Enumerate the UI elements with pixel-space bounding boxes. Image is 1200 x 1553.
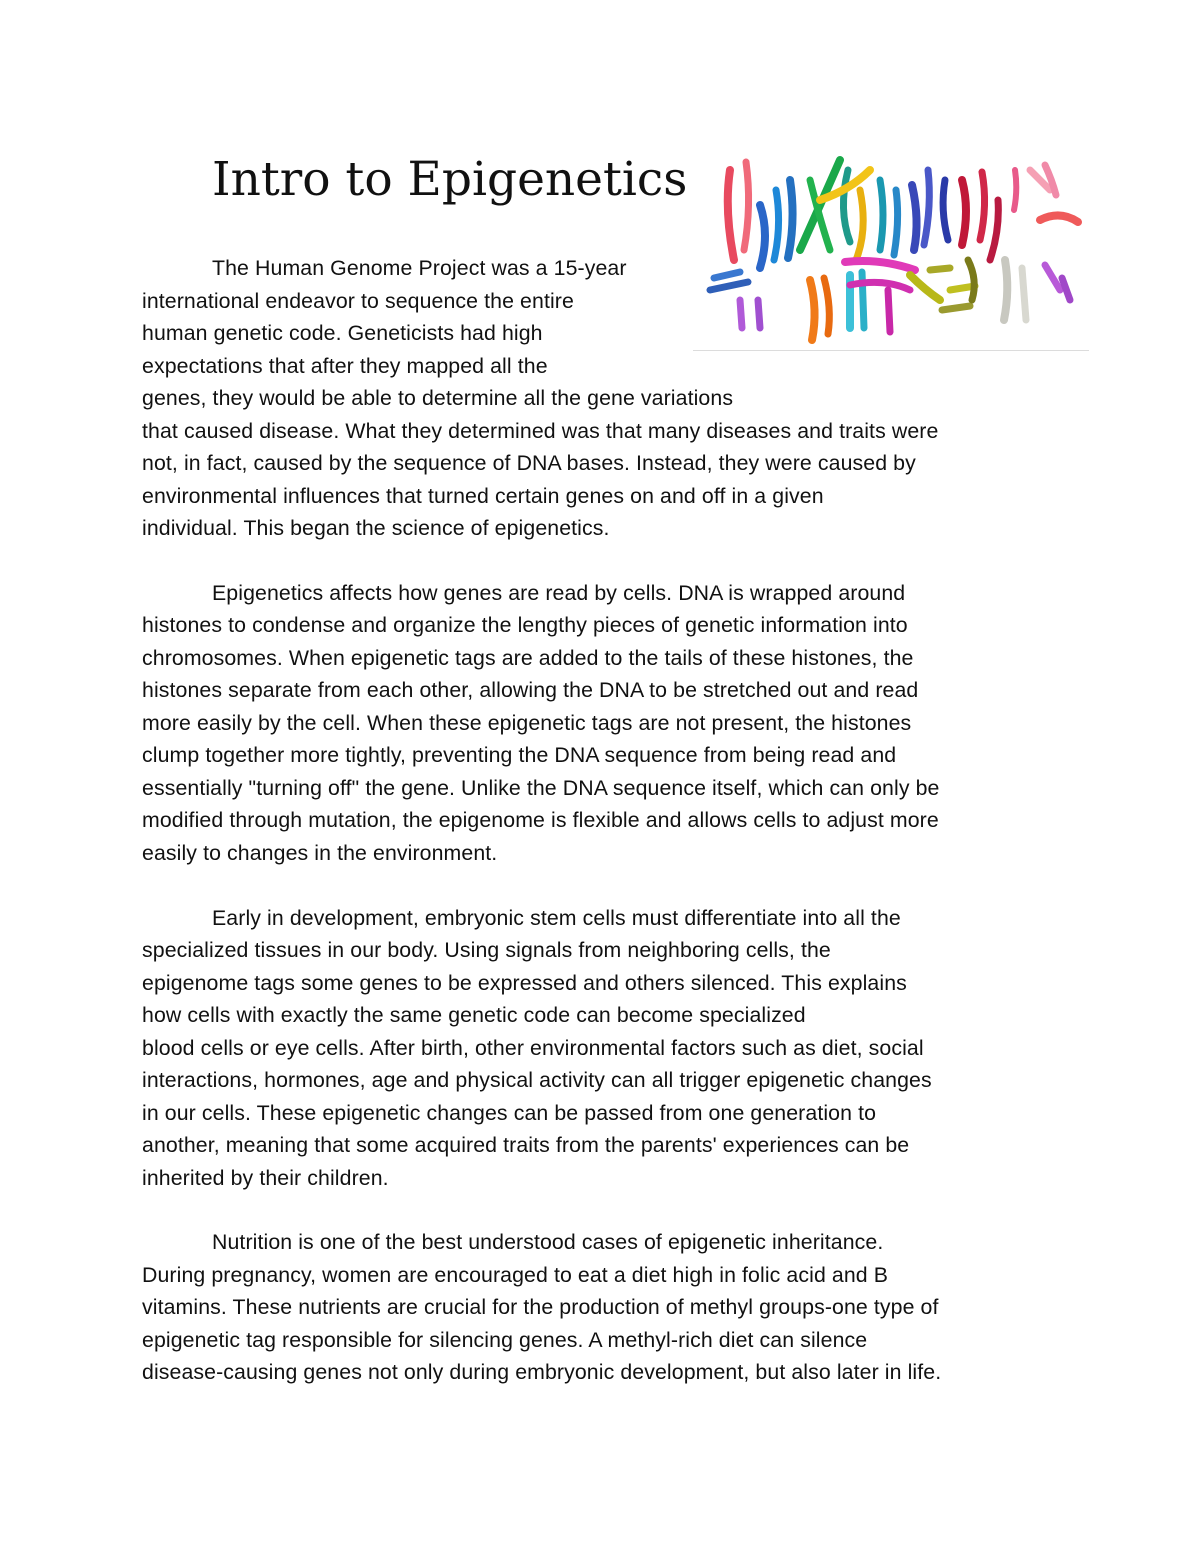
text-line: essentially "turning off" the gene. Unlike the DNA sequence itself, which can only be	[142, 775, 940, 800]
text-line: specialized tissues in our body. Using signals from neighboring cells, the	[142, 938, 831, 963]
text-line: Early in development, embryonic stem cells must differentiate into all the	[212, 905, 901, 930]
text-line: more easily by the cell. When these epigenetic tags are not present, the histones	[142, 710, 912, 735]
text-line: easily to changes in the environment.	[142, 840, 498, 865]
text-line: human genetic code. Geneticists had high	[142, 321, 543, 345]
text-line: another, meaning that some acquired traits from the parents' experiences can be	[142, 1133, 910, 1158]
text-line: epigenetic tag responsible for silencing genes. A methyl-rich diet can silence	[142, 1327, 868, 1352]
document-title: Intro to Epigenetics	[212, 152, 688, 207]
text-line: vitamins. These nutrients are crucial for the production of methyl groups-one type of	[142, 1295, 939, 1320]
text-line: The Human Genome Project was a 15-year	[212, 256, 627, 280]
text-line: environmental influences that turned certain genes on and off in a given	[142, 483, 824, 508]
text-line: disease-causing genes not only during embryonic development, but also later in life.	[142, 1360, 942, 1385]
text-line: inherited by their children.	[142, 1165, 389, 1190]
document-body	[142, 252, 1072, 1389]
text-line: in our cells. These epigenetic changes can be passed from one generation to	[142, 1100, 877, 1125]
text-line: interactions, hormones, age and physical activity can all trigger epigenetic changes	[142, 1068, 932, 1093]
text-line: Epigenetics affects how genes are read by cells. DNA is wrapped around	[212, 580, 906, 605]
text-line: not, in fact, caused by the sequence of DNA bases. Instead, they were caused by	[142, 451, 916, 475]
text-line: genes, they would be able to determine all the gene variations	[142, 386, 734, 410]
text-line: chromosomes. When epigenetic tags are added to the tails of these histones, the	[142, 645, 914, 670]
text-line: histones to condense and organize the lengthy pieces of genetic information into	[142, 613, 908, 638]
text-line: epigenome tags some genes to be expressed and others silenced. This explains	[142, 970, 907, 995]
text-line: modified through mutation, the epigenome is flexible and allows cells to adjust more	[142, 808, 939, 833]
text-line: clump together more tightly, preventing the DNA sequence from being read and	[142, 743, 897, 768]
text-line: expectations that after they mapped all the	[142, 353, 548, 378]
paragraph-gap	[142, 869, 1072, 901]
text-line: blood cells or eye cells. After birth, other environmental factors such as diet, social	[142, 1035, 924, 1060]
paragraph-gap	[142, 545, 1072, 577]
text-line: Nutrition is one of the best understood cases of epigenetic inheritance.	[212, 1230, 884, 1255]
text-line: how cells with exactly the same genetic code can become specialized	[142, 1003, 806, 1028]
text-line: histones separate from each other, allowing the DNA to be stretched out and read	[142, 678, 919, 703]
text-line: that caused disease. What they determined was that many diseases and traits were	[142, 418, 939, 443]
text-line: international endeavor to sequence the entire	[142, 288, 574, 313]
paragraph-gap	[142, 1194, 1072, 1226]
text-line: During pregnancy, women are encouraged to eat a diet high in folic acid and B	[142, 1262, 889, 1287]
text-line: individual. This began the science of epigenetics.	[142, 516, 610, 540]
